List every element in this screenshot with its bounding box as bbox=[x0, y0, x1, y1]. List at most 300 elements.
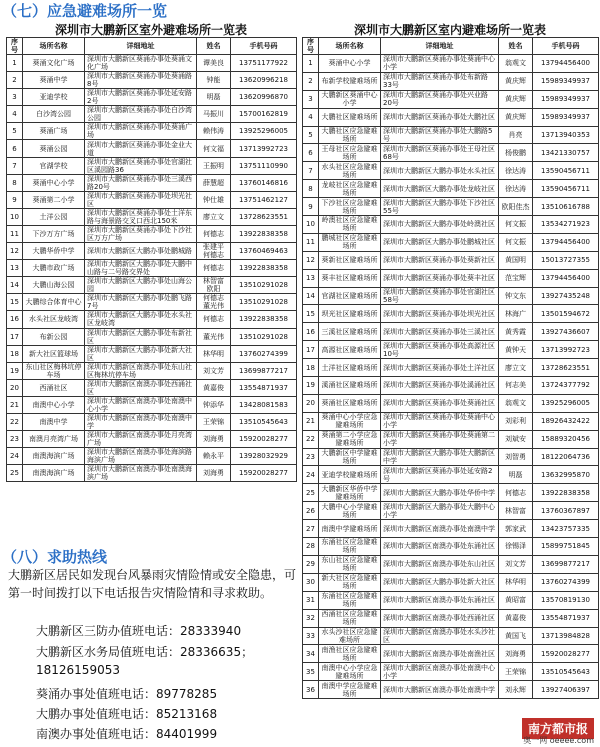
table-cell: 深圳市大鹏新区葵涌办事处葵涌中心小学 bbox=[381, 55, 499, 73]
column-header: 手机号码 bbox=[231, 38, 297, 55]
table-cell: 23 bbox=[303, 448, 319, 466]
table-cell: 13794456400 bbox=[533, 55, 599, 73]
table-row bbox=[303, 466, 599, 484]
table-cell: 2 bbox=[303, 72, 319, 90]
table-cell: 高源社区避难场所 bbox=[319, 341, 381, 359]
column-header: 姓名 bbox=[499, 38, 533, 55]
table-row bbox=[7, 396, 297, 413]
table-row bbox=[303, 448, 599, 466]
table-cell: 18122064736 bbox=[533, 448, 599, 466]
table-cell: 13632995870 bbox=[533, 466, 599, 484]
table-cell: 南澳中心小学 bbox=[23, 396, 85, 413]
table-cell: 13510291028 bbox=[231, 294, 297, 311]
table-row bbox=[303, 323, 599, 341]
table-cell: 明磊 bbox=[499, 466, 533, 484]
hotline-item: 大鹏新区水务局值班电话：28336635；18126159053 bbox=[36, 645, 254, 677]
table-cell: 葵涌广场 bbox=[23, 123, 85, 140]
table-cell: 深圳市大鹏新区葵涌办事处兴业路20号 bbox=[381, 90, 499, 108]
table-cell: 深圳市大鹏新区葵涌办事处坝光社区 bbox=[381, 305, 499, 323]
table-cell: 郭家武 bbox=[499, 520, 533, 538]
table-cell: 17 bbox=[7, 328, 23, 345]
table-row bbox=[303, 412, 599, 430]
table-cell: 3 bbox=[7, 89, 23, 106]
table-cell: 13728623551 bbox=[231, 208, 297, 225]
table-cell: 31 bbox=[303, 591, 319, 609]
table-cell: 林海广 bbox=[499, 305, 533, 323]
table-cell: 9 bbox=[7, 191, 23, 208]
table-cell: 南澳中心小学应急避难场所 bbox=[319, 663, 381, 681]
table-cell: 13713940353 bbox=[533, 126, 599, 144]
table-cell: 8 bbox=[303, 180, 319, 198]
table-cell: 4 bbox=[7, 106, 23, 123]
table-cell: 深圳市大鹏新区葵涌办事处下沙社区万方广场 bbox=[85, 225, 197, 242]
table-cell: 13510291028 bbox=[231, 328, 297, 345]
table-row bbox=[7, 448, 297, 465]
table-cell: 南澳中学避难场所 bbox=[319, 520, 381, 538]
table-cell: 深圳市大鹏新区葵涌办事处葵涌路8号 bbox=[85, 72, 197, 89]
table-cell: 深圳市大鹏新区南澳办事处东涌社区 bbox=[381, 591, 499, 609]
table-row bbox=[7, 106, 297, 123]
table-cell: 13501594672 bbox=[533, 305, 599, 323]
table-cell: 13925296005 bbox=[533, 394, 599, 412]
table-cell: 张建平 何德志 bbox=[197, 243, 231, 260]
table-cell: 深圳市大鹏新区南澳办事处水头沙社区 bbox=[381, 627, 499, 645]
table-cell: 何德志 bbox=[197, 225, 231, 242]
table-cell: 刘海勇 bbox=[197, 431, 231, 448]
table-cell: 7 bbox=[7, 157, 23, 174]
table-cell: 11 bbox=[7, 225, 23, 242]
hotline-item: 南澳办事处值班电话：84401999 bbox=[36, 727, 218, 741]
table-cell: 19 bbox=[303, 377, 319, 395]
table-cell: 深圳市大鹏新区葵涌办事处葵涌中心小学 bbox=[381, 412, 499, 430]
table-cell: 深圳市大鹏新区大鹏办事处龙岐社区 bbox=[381, 180, 499, 198]
table-cell: 下沙社区应急避难场所 bbox=[319, 198, 381, 216]
table-row bbox=[303, 484, 599, 502]
outdoor-shelter-table bbox=[6, 37, 297, 482]
section-8-title: （八）求助热线 bbox=[2, 548, 108, 566]
table-cell: 22 bbox=[303, 430, 319, 448]
table-row bbox=[7, 362, 297, 379]
table-cell: 20 bbox=[303, 394, 319, 412]
table-cell: 黄秀霞 bbox=[499, 323, 533, 341]
table-cell: 土洋社区避难场所 bbox=[319, 359, 381, 377]
table-cell: 5 bbox=[303, 126, 319, 144]
table-cell: 葵涌中心小学 bbox=[319, 55, 381, 73]
table-cell: 7 bbox=[303, 162, 319, 180]
table-cell: 4 bbox=[303, 108, 319, 126]
table-row bbox=[303, 663, 599, 681]
table-cell: 亚迪学校 bbox=[23, 89, 85, 106]
table-cell: 大鹏新区华侨中学避难场所 bbox=[319, 484, 381, 502]
table-cell: 黄庆辉 bbox=[499, 72, 533, 90]
table-cell: 新大社区篮球场 bbox=[23, 345, 85, 362]
table-cell: 15920028277 bbox=[533, 645, 599, 663]
table-cell: 葵涌第二小学应急避难场所 bbox=[319, 430, 381, 448]
table-row bbox=[303, 287, 599, 305]
table-cell: 刘文芳 bbox=[197, 362, 231, 379]
table-cell: 亚迪学校避难场所 bbox=[319, 466, 381, 484]
table-cell: 28 bbox=[303, 538, 319, 556]
table-cell: 钟仕雄 bbox=[197, 191, 231, 208]
table-cell: 17 bbox=[303, 341, 319, 359]
table-cell: 大鹏中心小学避难场所 bbox=[319, 502, 381, 520]
table-cell: 13751177922 bbox=[231, 55, 297, 72]
table-cell: 13922838358 bbox=[231, 311, 297, 328]
table-cell: 18926432422 bbox=[533, 412, 599, 430]
table-cell: 21 bbox=[7, 396, 23, 413]
table-cell: 下沙万方广场 bbox=[23, 225, 85, 242]
table-cell: 林智富 bbox=[499, 502, 533, 520]
table-row bbox=[7, 191, 297, 208]
table-cell: 15920028277 bbox=[231, 431, 297, 448]
table-cell: 何德志 bbox=[197, 311, 231, 328]
table-cell: 14 bbox=[303, 287, 319, 305]
table-cell: 深圳市大鹏新区葵涌办事处大鹏社区 bbox=[381, 108, 499, 126]
table-cell: 何志美 bbox=[499, 377, 533, 395]
table-cell: 深圳市大鹏新区葵涌办事处延安路2号 bbox=[85, 89, 197, 106]
table-row bbox=[303, 520, 599, 538]
table-cell: 东山社区梅林坑停车场 bbox=[23, 362, 85, 379]
table-cell: 25 bbox=[303, 484, 319, 502]
table-row bbox=[303, 430, 599, 448]
table-cell: 大鹏市政广场 bbox=[23, 260, 85, 277]
table-cell: 深圳市大鹏新区葵涌办事处官湖社区溪园路36 bbox=[85, 157, 197, 174]
table-cell: 深圳市大鹏新区大鹏办事处华侨中学 bbox=[381, 484, 499, 502]
table-cell: 13570819130 bbox=[533, 591, 599, 609]
table-cell: 布新学校避难场所 bbox=[319, 72, 381, 90]
table-cell: 深圳市大鹏新区葵涌办事处延安路2号 bbox=[381, 466, 499, 484]
table-cell: 13794456400 bbox=[533, 233, 599, 251]
table-cell: 1 bbox=[303, 55, 319, 73]
table-cell: 深圳市大鹏新区葵涌办事处坝光社区 bbox=[85, 191, 197, 208]
table-row bbox=[7, 465, 297, 482]
table-cell: 深圳市大鹏新区葵涌办事处葵丰社区 bbox=[381, 269, 499, 287]
table-cell: 32 bbox=[303, 609, 319, 627]
table-cell: 黄昭富 bbox=[499, 591, 533, 609]
table-cell: 深圳市大鹏新区大鹏办事处水头社区龙岐湾 bbox=[85, 311, 197, 328]
table-cell: 水头社区应急避难场所 bbox=[319, 162, 381, 180]
table-cell: 深圳市大鹏新区葵涌办事处葵涌第二小学 bbox=[381, 430, 499, 448]
table-cell: 24 bbox=[303, 466, 319, 484]
table-cell: 深圳市大鹏新区葵涌办事处葵涌广场 bbox=[85, 123, 197, 140]
table-cell: 13751462127 bbox=[231, 191, 297, 208]
table-cell: 深圳市大鹏新区葵涌办事处官湖社区58号 bbox=[381, 287, 499, 305]
table-cell: 坝光社区避难场所 bbox=[319, 305, 381, 323]
table-cell: 13713992723 bbox=[231, 140, 297, 157]
table-cell: 13927435248 bbox=[533, 287, 599, 305]
table-cell: 15889320456 bbox=[533, 430, 599, 448]
table-cell: 深圳市大鹏新区南澳办事处西涌社区 bbox=[85, 379, 197, 396]
table-cell: 9 bbox=[303, 198, 319, 216]
column-header: 姓名 bbox=[197, 38, 231, 55]
table-cell: 何文振 bbox=[499, 216, 533, 234]
table-cell: 刘永辉 bbox=[499, 681, 533, 699]
table-cell: 土洋公园 bbox=[23, 208, 85, 225]
table-cell: 深圳市大鹏新区葵涌办事处溪涌社区 bbox=[381, 377, 499, 395]
table-cell: 刘彩利 bbox=[499, 412, 533, 430]
table-row bbox=[7, 55, 297, 72]
table-row bbox=[303, 180, 599, 198]
column-header: 序号 bbox=[7, 38, 23, 55]
table-cell: 16 bbox=[7, 311, 23, 328]
table-cell: 深圳市大鹏新区大鹏办事处大鹏新区中学 bbox=[381, 448, 499, 466]
table-cell: 龙岐社区应急避难场所 bbox=[319, 180, 381, 198]
table-row bbox=[303, 305, 599, 323]
table-cell: 大鹏山海公园 bbox=[23, 277, 85, 294]
column-header: 详细地址 bbox=[85, 38, 197, 55]
table-cell: 深圳市大鹏新区南澳办事处南澳中心小学 bbox=[381, 663, 499, 681]
table-cell: 13554871937 bbox=[231, 379, 297, 396]
newspaper-logo: 南方都市报 bbox=[522, 718, 594, 739]
table-cell: 深圳市大鹏新区南澳办事处南渔社区 bbox=[381, 645, 499, 663]
table-cell: 葵涌中心小学 bbox=[23, 174, 85, 191]
table-cell: 13760469463 bbox=[231, 243, 297, 260]
table-row bbox=[303, 645, 599, 663]
hotline-item: 葵涌办事处值班电话：89778285 bbox=[36, 687, 218, 701]
table-cell: 深圳市大鹏新区南澳办事处东山社区 bbox=[381, 555, 499, 573]
table-cell: 15700162819 bbox=[231, 106, 297, 123]
table-cell: 大鹏新区中学避难场所 bbox=[319, 448, 381, 466]
table-cell: 刘智勇 bbox=[499, 448, 533, 466]
table-cell: 深圳市大鹏新区葵涌办事处白沙湾公园 bbox=[85, 106, 197, 123]
table-cell: 13922838358 bbox=[231, 260, 297, 277]
table-row bbox=[303, 216, 599, 234]
table-cell: 葵涌中心小学应急避难场所 bbox=[319, 412, 381, 430]
table-cell: 6 bbox=[7, 140, 23, 157]
table-row bbox=[303, 108, 599, 126]
table-cell: 6 bbox=[303, 144, 319, 162]
table-cell: 13760146816 bbox=[231, 174, 297, 191]
table-cell: 马振川 bbox=[197, 106, 231, 123]
table-cell: 19 bbox=[7, 362, 23, 379]
table-cell: 刘海勇 bbox=[197, 465, 231, 482]
table-cell: 深圳市大鹏新区大鹏办事处山海公园 bbox=[85, 277, 197, 294]
table-cell: 33 bbox=[303, 627, 319, 645]
table-cell: 南澳月亮湾广场 bbox=[23, 431, 85, 448]
section-7-title: （七）应急避难场所一览 bbox=[2, 2, 168, 20]
indoor-shelter-table bbox=[302, 37, 599, 699]
table-cell: 深圳市大鹏新区大鹏办事处大鹏中山路与二号路交界处 bbox=[85, 260, 197, 277]
table-row bbox=[303, 394, 599, 412]
table-row bbox=[7, 277, 297, 294]
table-cell: 25 bbox=[7, 465, 23, 482]
table-cell: 深圳市大鹏新区南澳办事处月亮湾广场 bbox=[85, 431, 197, 448]
table-cell: 林华明 bbox=[499, 573, 533, 591]
table-cell: 何德志 bbox=[499, 484, 533, 502]
table-row bbox=[303, 341, 599, 359]
table-cell: 西涌社区 bbox=[23, 379, 85, 396]
table-cell: 西涌社区应急避难场所 bbox=[319, 609, 381, 627]
table-cell: 13928032929 bbox=[231, 448, 297, 465]
table-cell: 13925296005 bbox=[231, 123, 297, 140]
table-cell: 深圳市大鹏新区南澳办事处南澳中学 bbox=[85, 413, 197, 430]
table-cell: 深圳市大鹏新区大鹏办事处水头社区 bbox=[381, 162, 499, 180]
table-row bbox=[303, 377, 599, 395]
table-cell: 南澳海滨广场 bbox=[23, 448, 85, 465]
table-cell: 钟能 bbox=[197, 72, 231, 89]
table-row bbox=[303, 502, 599, 520]
table-cell: 廖立文 bbox=[499, 359, 533, 377]
table-cell: 15899751845 bbox=[533, 538, 599, 556]
table-row bbox=[7, 72, 297, 89]
table-cell: 13620996870 bbox=[231, 89, 297, 106]
table-row bbox=[303, 198, 599, 216]
table-cell: 欧阳佳杰 bbox=[499, 198, 533, 216]
table-cell: 14 bbox=[7, 277, 23, 294]
table-cell: 鹏城社区应急避难场所 bbox=[319, 233, 381, 251]
table-row bbox=[7, 311, 297, 328]
table-cell: 溪涌社区避难场所 bbox=[319, 377, 381, 395]
table-cell: 水头沙社区应急避难场所 bbox=[319, 627, 381, 645]
table-cell: 13428081583 bbox=[231, 396, 297, 413]
table-cell: 26 bbox=[303, 502, 319, 520]
table-cell: 王母社区应急避难场所 bbox=[319, 144, 381, 162]
table-cell: 大鹏华侨中学 bbox=[23, 243, 85, 260]
table-row bbox=[303, 627, 599, 645]
table-cell: 13590456711 bbox=[533, 180, 599, 198]
table-cell: 11 bbox=[303, 233, 319, 251]
table-cell: 13794456400 bbox=[533, 269, 599, 287]
table-cell: 13713984828 bbox=[533, 627, 599, 645]
table-cell: 23 bbox=[7, 431, 23, 448]
table-row bbox=[7, 294, 297, 311]
table-cell: 8 bbox=[7, 174, 23, 191]
table-cell: 钟添华 bbox=[197, 396, 231, 413]
table-cell: 大鹏社区避难场所 bbox=[319, 108, 381, 126]
table-cell: 官湖社区避难场所 bbox=[319, 287, 381, 305]
table-cell: 深圳市大鹏新区葵涌办事处大鹏路5号 bbox=[381, 126, 499, 144]
table-cell: 肖亮 bbox=[499, 126, 533, 144]
table-cell: 15989349937 bbox=[533, 72, 599, 90]
table-cell: 徐达涛 bbox=[499, 162, 533, 180]
table-cell: 15989349937 bbox=[533, 90, 599, 108]
table-cell: 13713992723 bbox=[533, 341, 599, 359]
table-cell: 24 bbox=[7, 448, 23, 465]
table-cell: 13760274399 bbox=[231, 345, 297, 362]
table-cell: 15 bbox=[303, 305, 319, 323]
table-cell: 大鹏社区应急避难场所 bbox=[319, 126, 381, 144]
table-cell: 葵涌中学 bbox=[23, 72, 85, 89]
column-header: 场所名称 bbox=[319, 38, 381, 55]
table-cell: 10 bbox=[303, 216, 319, 234]
table-cell: 深圳市大鹏新区葵涌办事处土洋社区 bbox=[381, 359, 499, 377]
table-cell: 黄庆辉 bbox=[499, 108, 533, 126]
table-cell: 葵新社区避难场所 bbox=[319, 251, 381, 269]
table-cell: 大鹏综合体育中心 bbox=[23, 294, 85, 311]
column-header: 场所名称 bbox=[23, 38, 85, 55]
table-cell: 30 bbox=[303, 573, 319, 591]
table-cell: 深圳市大鹏新区南澳办事处南澳中学 bbox=[381, 681, 499, 699]
table-cell: 深圳市大鹏新区南澳办事处南澳中心小学 bbox=[85, 396, 197, 413]
hotline-item: 大鹏办事处值班电话：85213168 bbox=[36, 707, 218, 721]
table-cell: 13724377792 bbox=[533, 377, 599, 395]
table-cell: 36 bbox=[303, 681, 319, 699]
table-cell: 5 bbox=[7, 123, 23, 140]
table-cell: 东涌社区应急避难场所 bbox=[319, 538, 381, 556]
table-cell: 13 bbox=[7, 260, 23, 277]
table-cell: 深圳市大鹏新区大鹏办事处鹏飞路7号 bbox=[85, 294, 197, 311]
table-cell: 刘斌安 bbox=[499, 430, 533, 448]
table-cell: 13927436607 bbox=[533, 323, 599, 341]
table-cell: 翁观文 bbox=[499, 394, 533, 412]
table-cell: 15989349937 bbox=[533, 108, 599, 126]
table-cell: 15 bbox=[7, 294, 23, 311]
table-row bbox=[7, 174, 297, 191]
table-cell: 深圳市大鹏新区南澳办事处东山社区梅林坑停车场 bbox=[85, 362, 197, 379]
table-cell: 黄庆辉 bbox=[499, 90, 533, 108]
table-cell: 王荣锦 bbox=[499, 663, 533, 681]
table-cell: 深圳市大鹏新区南澳办事处海滨路海滨广场 bbox=[85, 448, 197, 465]
table-cell: 29 bbox=[303, 555, 319, 573]
table-row bbox=[303, 126, 599, 144]
table-cell: 南渔社区应急避难场所 bbox=[319, 645, 381, 663]
table-row bbox=[303, 609, 599, 627]
table-cell: 何文福 bbox=[197, 140, 231, 157]
table-cell: 翁观文 bbox=[499, 55, 533, 73]
table-cell: 13423757335 bbox=[533, 520, 599, 538]
table-cell: 13510291028 bbox=[231, 277, 297, 294]
table-cell: 新大社区应急避难场所 bbox=[319, 573, 381, 591]
hotline-item: 大鹏新区三防办值班电话：28333940 bbox=[36, 624, 242, 638]
table-cell: 葵涌社区避难场所 bbox=[319, 394, 381, 412]
table-cell: 南澳中学应急避难场所 bbox=[319, 681, 381, 699]
table-row bbox=[303, 162, 599, 180]
table-cell: 葵丰社区避难场所 bbox=[319, 269, 381, 287]
table-cell: 徐达涛 bbox=[499, 180, 533, 198]
table-row bbox=[7, 157, 297, 174]
table-cell: 谭美良 bbox=[197, 55, 231, 72]
table-cell: 10 bbox=[7, 208, 23, 225]
table-cell: 13 bbox=[303, 269, 319, 287]
table-cell: 黄国飞 bbox=[499, 627, 533, 645]
table-cell: 深圳市大鹏新区葵涌办事处三溪社区 bbox=[381, 323, 499, 341]
table-cell: 钟文东 bbox=[499, 287, 533, 305]
table-row bbox=[303, 72, 599, 90]
column-header: 序号 bbox=[303, 38, 319, 55]
table-cell: 13699877217 bbox=[533, 555, 599, 573]
table-cell: 35 bbox=[303, 663, 319, 681]
table-cell: 南澳海滨广场 bbox=[23, 465, 85, 482]
table-cell: 深圳市大鹏新区葵涌办事处布新路33号 bbox=[381, 72, 499, 90]
table-cell: 21 bbox=[303, 412, 319, 430]
table-cell: 葵涌文化广场 bbox=[23, 55, 85, 72]
table-row bbox=[303, 269, 599, 287]
table-row bbox=[7, 225, 297, 242]
table-cell: 王荣锦 bbox=[197, 413, 231, 430]
table-cell: 13620996218 bbox=[231, 72, 297, 89]
table-cell: 黄嘉俊 bbox=[499, 609, 533, 627]
table-cell: 2 bbox=[7, 72, 23, 89]
table-cell: 13510545643 bbox=[533, 663, 599, 681]
table-cell: 13590456711 bbox=[533, 162, 599, 180]
table-cell: 20 bbox=[7, 379, 23, 396]
table-row bbox=[7, 140, 297, 157]
outdoor-table-title: 深圳市大鹏新区室外避难场所一览表 bbox=[54, 23, 247, 37]
table-cell: 18 bbox=[7, 345, 23, 362]
table-cell: 深圳市大鹏新区葵涌办事处葵新社区 bbox=[381, 251, 499, 269]
table-cell: 22 bbox=[7, 413, 23, 430]
table-cell: 黄钟天 bbox=[499, 341, 533, 359]
table-cell: 明磊 bbox=[197, 89, 231, 106]
table-cell: 黄嘉俊 bbox=[197, 379, 231, 396]
table-cell: 深圳市大鹏新区南澳办事处西涌社区 bbox=[381, 609, 499, 627]
table-cell: 34 bbox=[303, 645, 319, 663]
table-cell: 赖伟涛 bbox=[197, 123, 231, 140]
table-cell: 三溪社区避难场所 bbox=[319, 323, 381, 341]
table-cell: 深圳市大鹏新区大鹏办事处鹏城社区 bbox=[381, 233, 499, 251]
table-row bbox=[7, 89, 297, 106]
table-cell: 12 bbox=[303, 251, 319, 269]
